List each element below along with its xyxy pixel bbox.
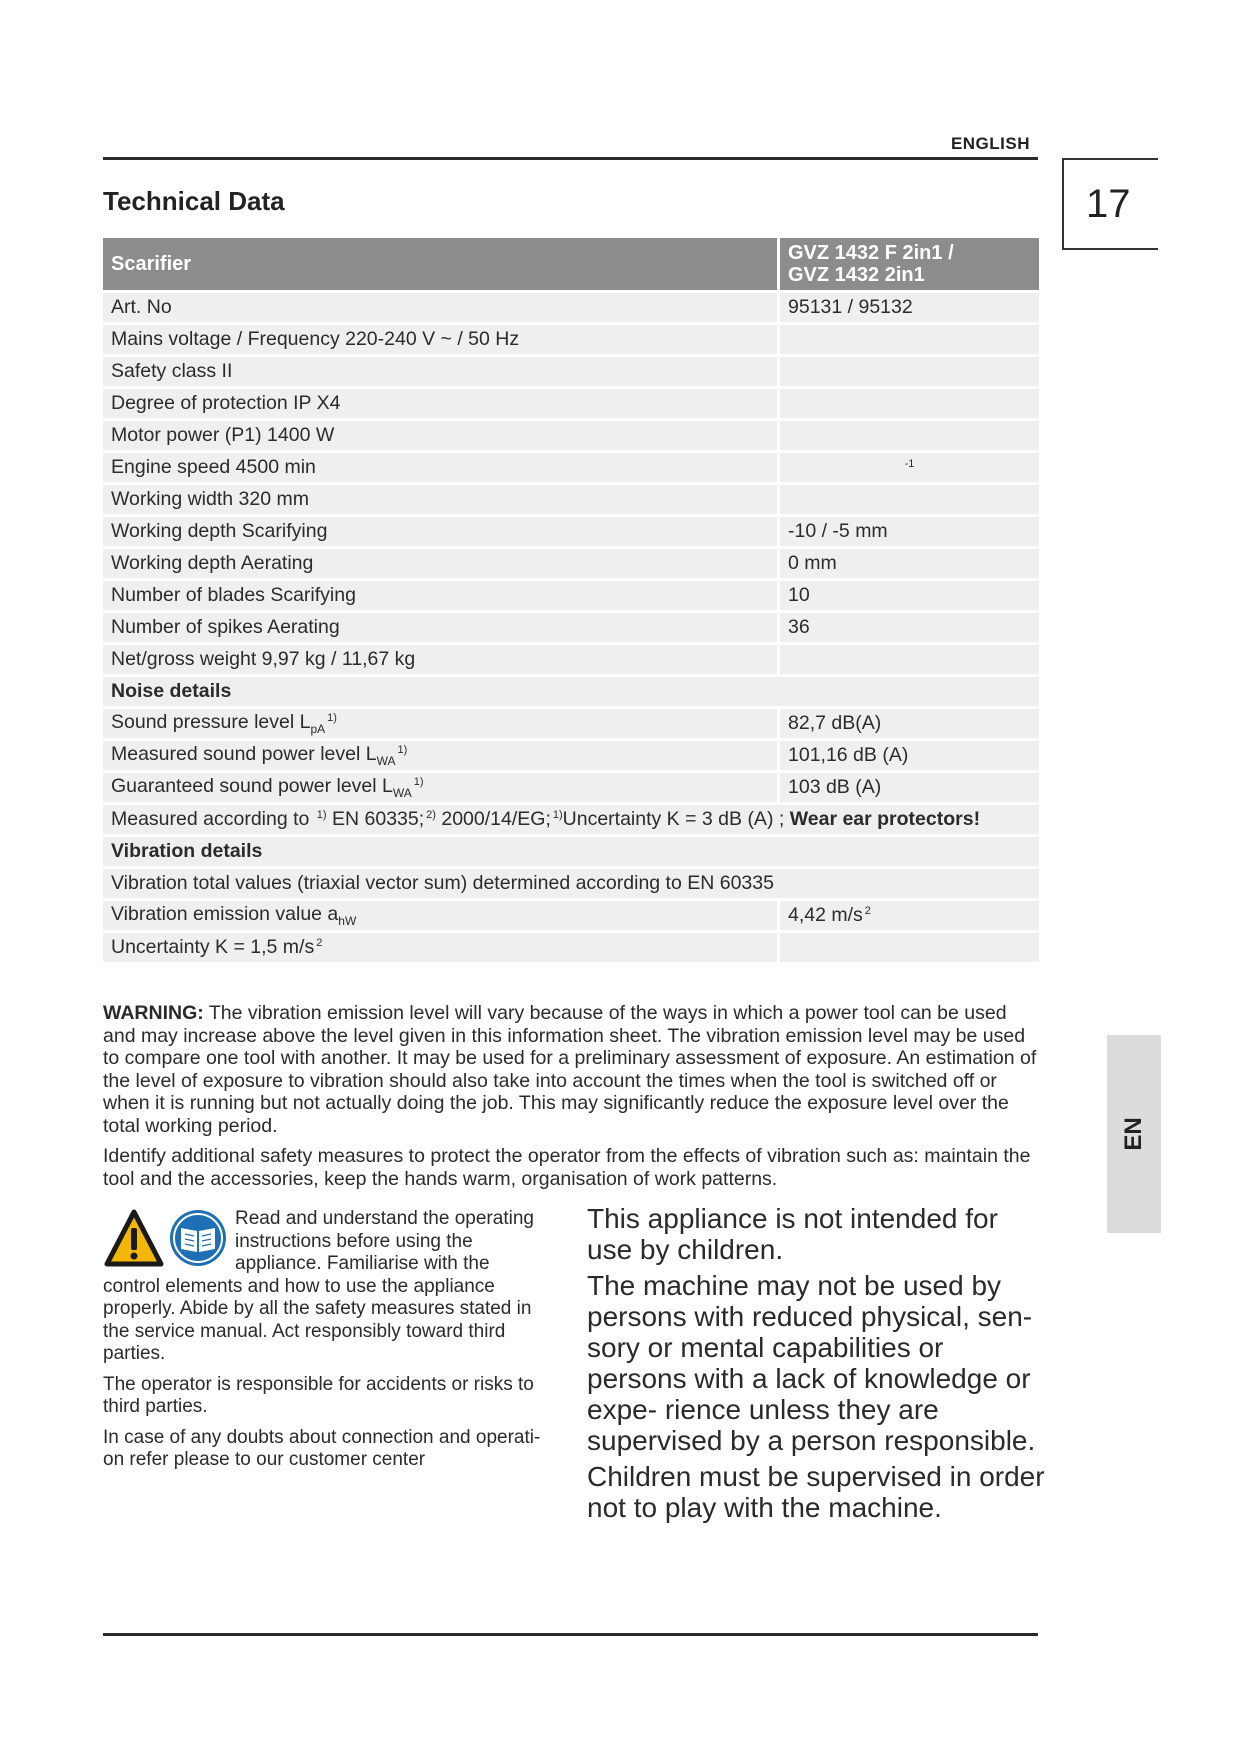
row-label: Safety class II bbox=[103, 357, 780, 386]
left-column bbox=[103, 1208, 549, 1480]
table-row bbox=[103, 517, 1039, 546]
table-row bbox=[103, 613, 1039, 642]
row-value: 0 mm bbox=[780, 549, 1039, 578]
row-label: Number of spikes Aerating bbox=[103, 613, 780, 642]
customer-center-text: In case of any doubts about connection and operati- on refer please to our customer center bbox=[103, 1426, 541, 1470]
note-standard-1: EN 60335; bbox=[332, 808, 425, 830]
label-footnote: 1) bbox=[397, 743, 408, 756]
supervision-notice: Children must be supervised in order not to play with the machine. bbox=[587, 1461, 1045, 1523]
label-subscript: WA bbox=[376, 753, 396, 768]
row-value: 95131 / 95132 bbox=[780, 293, 1039, 322]
table-row bbox=[103, 453, 1039, 482]
row-value bbox=[780, 389, 1039, 418]
table-row bbox=[103, 293, 1039, 322]
label-footnote: 1) bbox=[327, 711, 337, 724]
row-value bbox=[780, 645, 1039, 674]
note-prefix: Measured according to bbox=[111, 808, 310, 830]
label-text: Vibration emission value a bbox=[111, 903, 339, 926]
note-ear-protection: Wear ear protectors! bbox=[789, 808, 981, 830]
row-value: -10 / -5 mm bbox=[780, 517, 1039, 546]
table-row bbox=[103, 709, 1039, 738]
row-value: 82,7 dB(A) bbox=[780, 709, 1039, 738]
table-row bbox=[103, 773, 1039, 802]
row-label bbox=[103, 773, 780, 802]
table-row bbox=[103, 389, 1039, 418]
warning-paragraph bbox=[103, 1002, 1039, 1137]
row-label: Working width 320 mm bbox=[103, 485, 780, 514]
note-uncertainty: Uncertainty K = 3 dB (A) ; bbox=[562, 808, 785, 830]
capabilities-notice: The machine may not be used by persons with reduced physical, sen- sory or mental capabilities or persons with a lack of knowledge or expe- rience unless they are supervised by a person responsible. bbox=[587, 1270, 1036, 1456]
label-text: Sound pressure level L bbox=[111, 711, 311, 734]
right-column bbox=[587, 1203, 1047, 1528]
value-superscript: 2 bbox=[864, 904, 871, 917]
read-instructions-text: Read and understand the operating instructions before using the appliance. Familiarise with the control elements and how to use the appliance properly. Abide by all the safety measures stated in the service manual. Act responsibly toward third parties. bbox=[103, 1208, 534, 1364]
table-row bbox=[103, 325, 1039, 354]
noise-heading: Noise details bbox=[103, 677, 1039, 706]
measured-note bbox=[103, 805, 1039, 834]
note-standard-2: 2000/14/EG; bbox=[441, 808, 551, 830]
row-label: Mains voltage / Frequency 220-240 V ~ / 50 Hz bbox=[103, 325, 780, 354]
row-label: Working depth Aerating bbox=[103, 549, 780, 578]
row-value bbox=[780, 901, 1039, 930]
label-subscript: WA bbox=[392, 785, 412, 800]
page-number-box bbox=[1062, 158, 1158, 250]
page-title: Technical Data bbox=[103, 186, 285, 216]
label-superscript: 2 bbox=[316, 936, 323, 949]
top-divider bbox=[103, 157, 1038, 160]
label-subscript: hW bbox=[338, 913, 357, 928]
vibration-total: Vibration total values (triaxial vector sum) determined according to EN 60335 bbox=[103, 869, 1039, 898]
table-row bbox=[103, 741, 1039, 770]
table-row bbox=[103, 581, 1039, 610]
speed-unit-superscript: -1 bbox=[904, 457, 915, 470]
row-value bbox=[780, 325, 1039, 354]
noise-section-row bbox=[103, 677, 1039, 706]
safety-icons bbox=[103, 1208, 235, 1270]
row-value bbox=[780, 357, 1039, 386]
row-label bbox=[103, 741, 780, 770]
bottom-divider bbox=[103, 1633, 1038, 1636]
row-value: 103 dB (A) bbox=[780, 773, 1039, 802]
model-line-1: GVZ 1432 F 2in1 / bbox=[788, 242, 954, 264]
row-label bbox=[103, 901, 780, 930]
row-label: Number of blades Scarifying bbox=[103, 581, 780, 610]
table-row bbox=[103, 901, 1039, 930]
row-label: Net/gross weight 9,97 kg / 11,67 kg bbox=[103, 645, 780, 674]
language-side-tab-label: EN bbox=[1120, 1117, 1147, 1151]
technical-data-table bbox=[103, 235, 1039, 965]
measured-note-row bbox=[103, 805, 1039, 834]
table-row bbox=[103, 645, 1039, 674]
row-value bbox=[780, 485, 1039, 514]
vibration-section-row bbox=[103, 837, 1039, 866]
page-number: 17 bbox=[1086, 182, 1131, 226]
label-text: Guaranteed sound power level L bbox=[111, 775, 393, 798]
row-label bbox=[103, 709, 780, 738]
row-label: Working depth Scarifying bbox=[103, 517, 780, 546]
warning-text: The vibration emission level will vary because of the ways in which a power tool can be used and may increase above the level given in this information sheet. The vibration emission level may be used to compare one tool with another. It may be used for a preliminary assessment of exposure. An estimation of the level of exposure to vibration should also take into account the times when the tool is switched off or when it is running but not actually doing the job. This may significantly reduce the exposure level over the total working period. bbox=[103, 1002, 1037, 1137]
children-notice: This appliance is not intended for use by children. bbox=[587, 1203, 998, 1265]
note-footnote-3: 1) bbox=[552, 808, 563, 821]
warning-label: WARNING: bbox=[103, 1002, 204, 1024]
vibration-heading: Vibration details bbox=[103, 837, 1039, 866]
note-footnote-1: 1) bbox=[316, 808, 327, 821]
row-label: Motor power (P1) 1400 W bbox=[103, 421, 780, 450]
language-side-tab bbox=[1107, 1035, 1161, 1233]
table-header-product: Scarifier bbox=[103, 238, 780, 290]
table-row bbox=[103, 549, 1039, 578]
table-row bbox=[103, 869, 1039, 898]
language-label: ENGLISH bbox=[950, 134, 1030, 153]
warning-triangle-icon bbox=[103, 1208, 231, 1270]
row-value: 10 bbox=[780, 581, 1039, 610]
label-footnote: 1) bbox=[413, 775, 424, 788]
table-header-row bbox=[103, 238, 1039, 290]
row-value bbox=[780, 453, 1039, 482]
table-row bbox=[103, 933, 1039, 962]
row-value: 101,16 dB (A) bbox=[780, 741, 1039, 770]
row-label bbox=[103, 933, 780, 962]
row-value bbox=[780, 933, 1039, 962]
label-subscript: pA bbox=[310, 721, 326, 736]
row-label: Engine speed 4500 min bbox=[103, 453, 780, 482]
row-value: 36 bbox=[780, 613, 1039, 642]
table-row bbox=[103, 357, 1039, 386]
row-label: Degree of protection IP X4 bbox=[103, 389, 780, 418]
label-text: Measured sound power level L bbox=[111, 743, 377, 766]
row-label: Art. No bbox=[103, 293, 780, 322]
table-header-model bbox=[780, 238, 1039, 290]
note-footnote-2: 2) bbox=[426, 808, 436, 821]
table-row bbox=[103, 421, 1039, 450]
row-value bbox=[780, 421, 1039, 450]
label-text: Uncertainty K = 1,5 m/s bbox=[111, 936, 315, 958]
table-row bbox=[103, 485, 1039, 514]
value-text: 4,42 m/s bbox=[788, 904, 863, 926]
model-line-2: GVZ 1432 2in1 bbox=[788, 264, 925, 286]
operator-responsibility-text: The operator is responsible for accidents or risks to third parties. bbox=[103, 1373, 534, 1417]
safety-measures-paragraph: Identify additional safety measures to protect the operator from the effects of vibration such as: maintain the tool and the accessories, keep the hands warm, organisation of work patterns. bbox=[103, 1145, 1031, 1190]
